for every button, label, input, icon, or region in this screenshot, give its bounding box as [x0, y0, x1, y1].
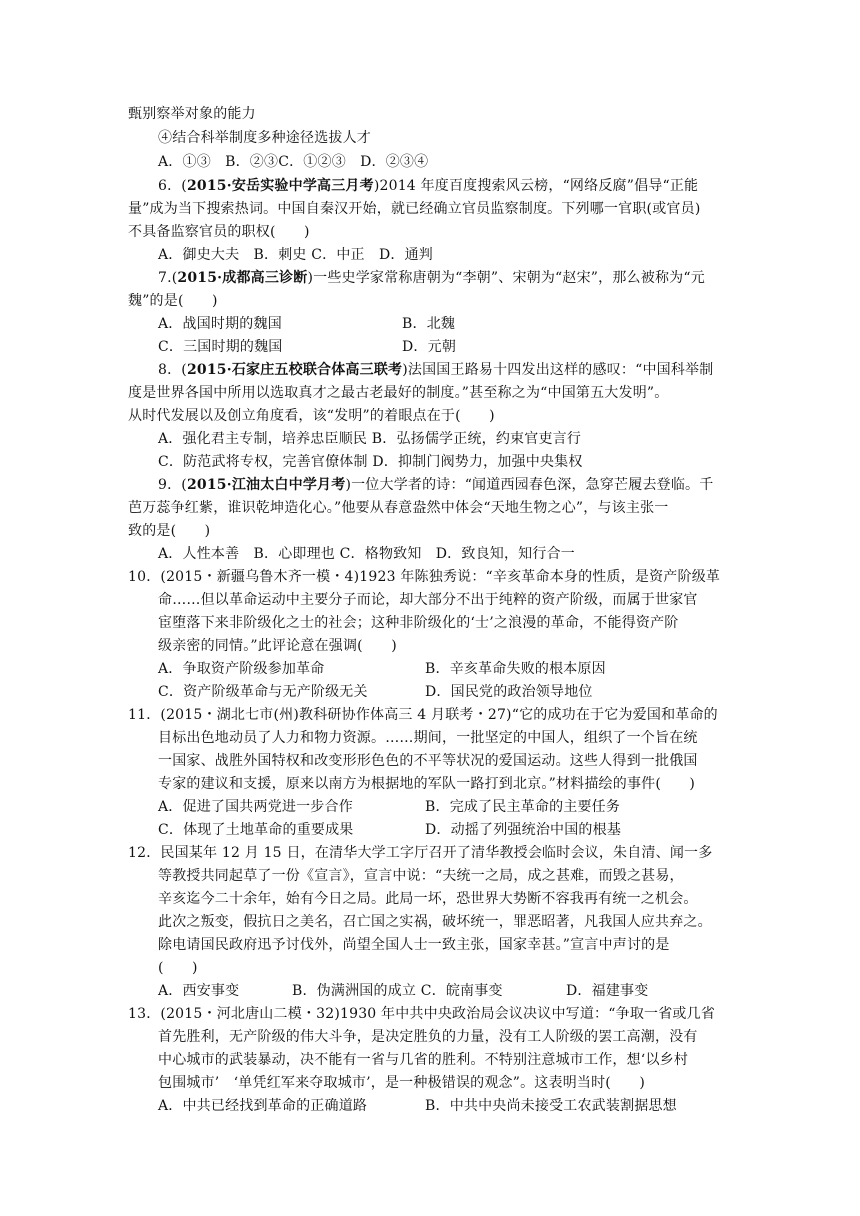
text-line: 宦堕落下来非阶级化之士的社会；这种非阶级化的‘士’之浪漫的革命，不能得资产阶 — [158, 615, 679, 631]
option-d: D．国民党的政治领导地位 — [425, 684, 593, 700]
option-c: C．体现了土地革命的重要成果 — [158, 822, 354, 838]
text-line: 中心城市的武装暴动，决不能有一省与几省的胜利。不特别注意城市工作，想‘以乡村 — [158, 1052, 689, 1068]
text-line: 命……但以革命运动中主要分子而论，却大部分不出于纯粹的资产阶级，而属于世家官 — [158, 592, 698, 608]
option-b: B．中共中央尚未接受工农武装割据思想 — [425, 1098, 677, 1114]
text-line: 致的是( ) — [128, 523, 211, 539]
text-line: 专家的建议和支援，原来以南方为根据地的军队一路打到北京。”材料描绘的事件( ) — [158, 776, 696, 792]
option-d: D．元朝 — [402, 339, 457, 355]
question-7-line — [158, 269, 705, 287]
question-source: 2015·江油太白中学月考 — [186, 477, 346, 493]
text-line: 度是世界各国中所用以选取真才之最古老最好的制度。”甚至称之为“中国第五大发明”。 — [128, 385, 669, 401]
question-9-line — [158, 476, 713, 494]
question-8-line — [158, 361, 713, 379]
option-a: A．战国时期的魏国 — [158, 316, 282, 332]
text-line: 级亲密的同情。”此评论意在强调( ) — [158, 638, 397, 654]
text-span: 9．( — [158, 477, 187, 493]
text-line: 量”成为当下搜索热词。中国自秦汉开始，就已经确立官员监察制度。下列哪一官职(或官员) — [128, 201, 701, 217]
answer-options: A．人性本善 B．心即理也 C．格物致知 D．致良知，知行合一 — [158, 546, 575, 562]
text-line: 包围城市’ ‘单凭红军来夺取城市’，是一种极错误的观念”。这表明当时( ) — [158, 1075, 646, 1091]
question-10-line: 10．(2015・新疆乌鲁木齐一模・4)1923 年陈独秀说：“辛亥革命本身的性质，是资产阶级革 — [128, 569, 721, 585]
question-13-line: 13．(2015・河北唐山二模・32)1930 年中共中央政治局会议决议中写道：“争取一省或几省 — [128, 1006, 716, 1022]
answer-options: A．御史大夫 B．刺史 C．中正 D．通判 — [158, 247, 433, 263]
text-span: )一些史学家常称唐朝为“李朝”、宋朝为“赵宋”，那么被称为“元 — [307, 270, 705, 286]
text-span: 6．( — [158, 178, 187, 194]
question-source: 2015·安岳实验中学高三月考 — [186, 178, 374, 194]
question-source: 2015·成都高三诊断 — [177, 270, 308, 286]
answer-options: A．强化君主专制，培养忠臣顺民 B．弘扬儒学正统，约束官吏言行 — [158, 431, 582, 447]
question-6-line — [158, 177, 698, 195]
text-line: ④结合科举制度多种途径选拔人才 — [158, 130, 371, 146]
text-span: 8．( — [158, 362, 187, 378]
text-line: 此次之叛变，假抗日之美名，召亡国之实祸，破坏统一，罪恶昭著，凡我国人应共弃之。 — [158, 914, 712, 930]
option-b: B．北魏 — [402, 316, 456, 332]
option-a: A．西安事变 — [158, 983, 240, 999]
text-line: 除电请国民政府迅予讨伐外，尚望全国人士一致主张，国家幸甚。”宣言中声讨的是 — [158, 937, 670, 953]
text-span: 7.( — [158, 270, 178, 286]
option-b: B．辛亥革命失败的根本原因 — [425, 661, 606, 677]
text-line: 从时代发展以及创立角度看，该“发明”的着眼点在于( ) — [128, 408, 495, 424]
option-b: B．伪满洲国的成立 C．皖南事变 — [292, 983, 503, 999]
option-b: B．完成了民主革命的主要任务 — [425, 799, 621, 815]
option-c: C．资产阶级革命与无产阶级无关 — [158, 684, 368, 700]
text-span: )法国国王路易十四发出这样的感叹：“中国科举制 — [402, 362, 714, 378]
text-line: 魏”的是( ) — [128, 293, 218, 309]
text-line: ( ) — [158, 960, 198, 976]
text-line: 等教授共同起草了一份《宣言》，宣言中说：“夫统一之局，成之甚难，而毁之甚易， — [158, 868, 684, 884]
answer-options: C．防范武将专权，完善官僚体制 D．抑制门阀势力，加强中央集权 — [158, 454, 583, 470]
answer-options: A．①③ B．②③C．①②③ D．②③④ — [158, 154, 429, 170]
text-line: 目标出色地动员了人力和物力资源。……期间，一批坚定的中国人，组织了一个旨在统 — [158, 730, 698, 746]
text-line: 辛亥迄今二十余年，始有今日之局。此局一坏，恐世界大势断不容我再有统一之机会。 — [158, 891, 698, 907]
text-line: 首先胜利，无产阶级的伟大斗争，是决定胜负的力量，没有工人阶级的罢工高潮，没有 — [158, 1029, 698, 1045]
option-c: C．三国时期的魏国 — [158, 339, 283, 355]
text-line: 一国家、战胜外国特权和改变形形色色的不平等状况的爱国运动。这些人得到一批俄国 — [158, 753, 698, 769]
question-12-line: 12．民国某年 12 月 15 日，在清华大学工字厅召开了清华教授会临时会议，朱自清、闻一多 — [128, 845, 713, 861]
option-d: D．动摇了列强统治中国的根基 — [425, 822, 622, 838]
text-span: )一位大学者的诗：“闻道西园春色深，急穿芒履去登临。千 — [345, 477, 714, 493]
option-a: A．促进了国共两党进一步合作 — [158, 799, 353, 815]
text-span: )2014 年度百度搜索风云榜，“网络反腐”倡导“正能 — [373, 178, 699, 194]
text-line: 甄别察举对象的能力 — [128, 106, 256, 122]
option-a: A．争取资产阶级参加革命 — [158, 661, 325, 677]
option-d: D．福建事变 — [566, 983, 649, 999]
question-source: 2015·石家庄五校联合体高三联考 — [186, 362, 403, 378]
question-11-line: 11．(2015・湖北七市(州)教科研协作体高三 4 月联考・27)“它的成功在于它为爱国和革命的 — [128, 707, 718, 723]
text-line: 不具备监察官员的职权( ) — [128, 224, 310, 240]
text-line: 芭万蕊争红紫，谁识乾坤造化心。”他要从春意盎然中体会“天地生物之心”，与该主张一 — [128, 500, 669, 516]
option-a: A．中共已经找到革命的正确道路 — [158, 1098, 368, 1114]
